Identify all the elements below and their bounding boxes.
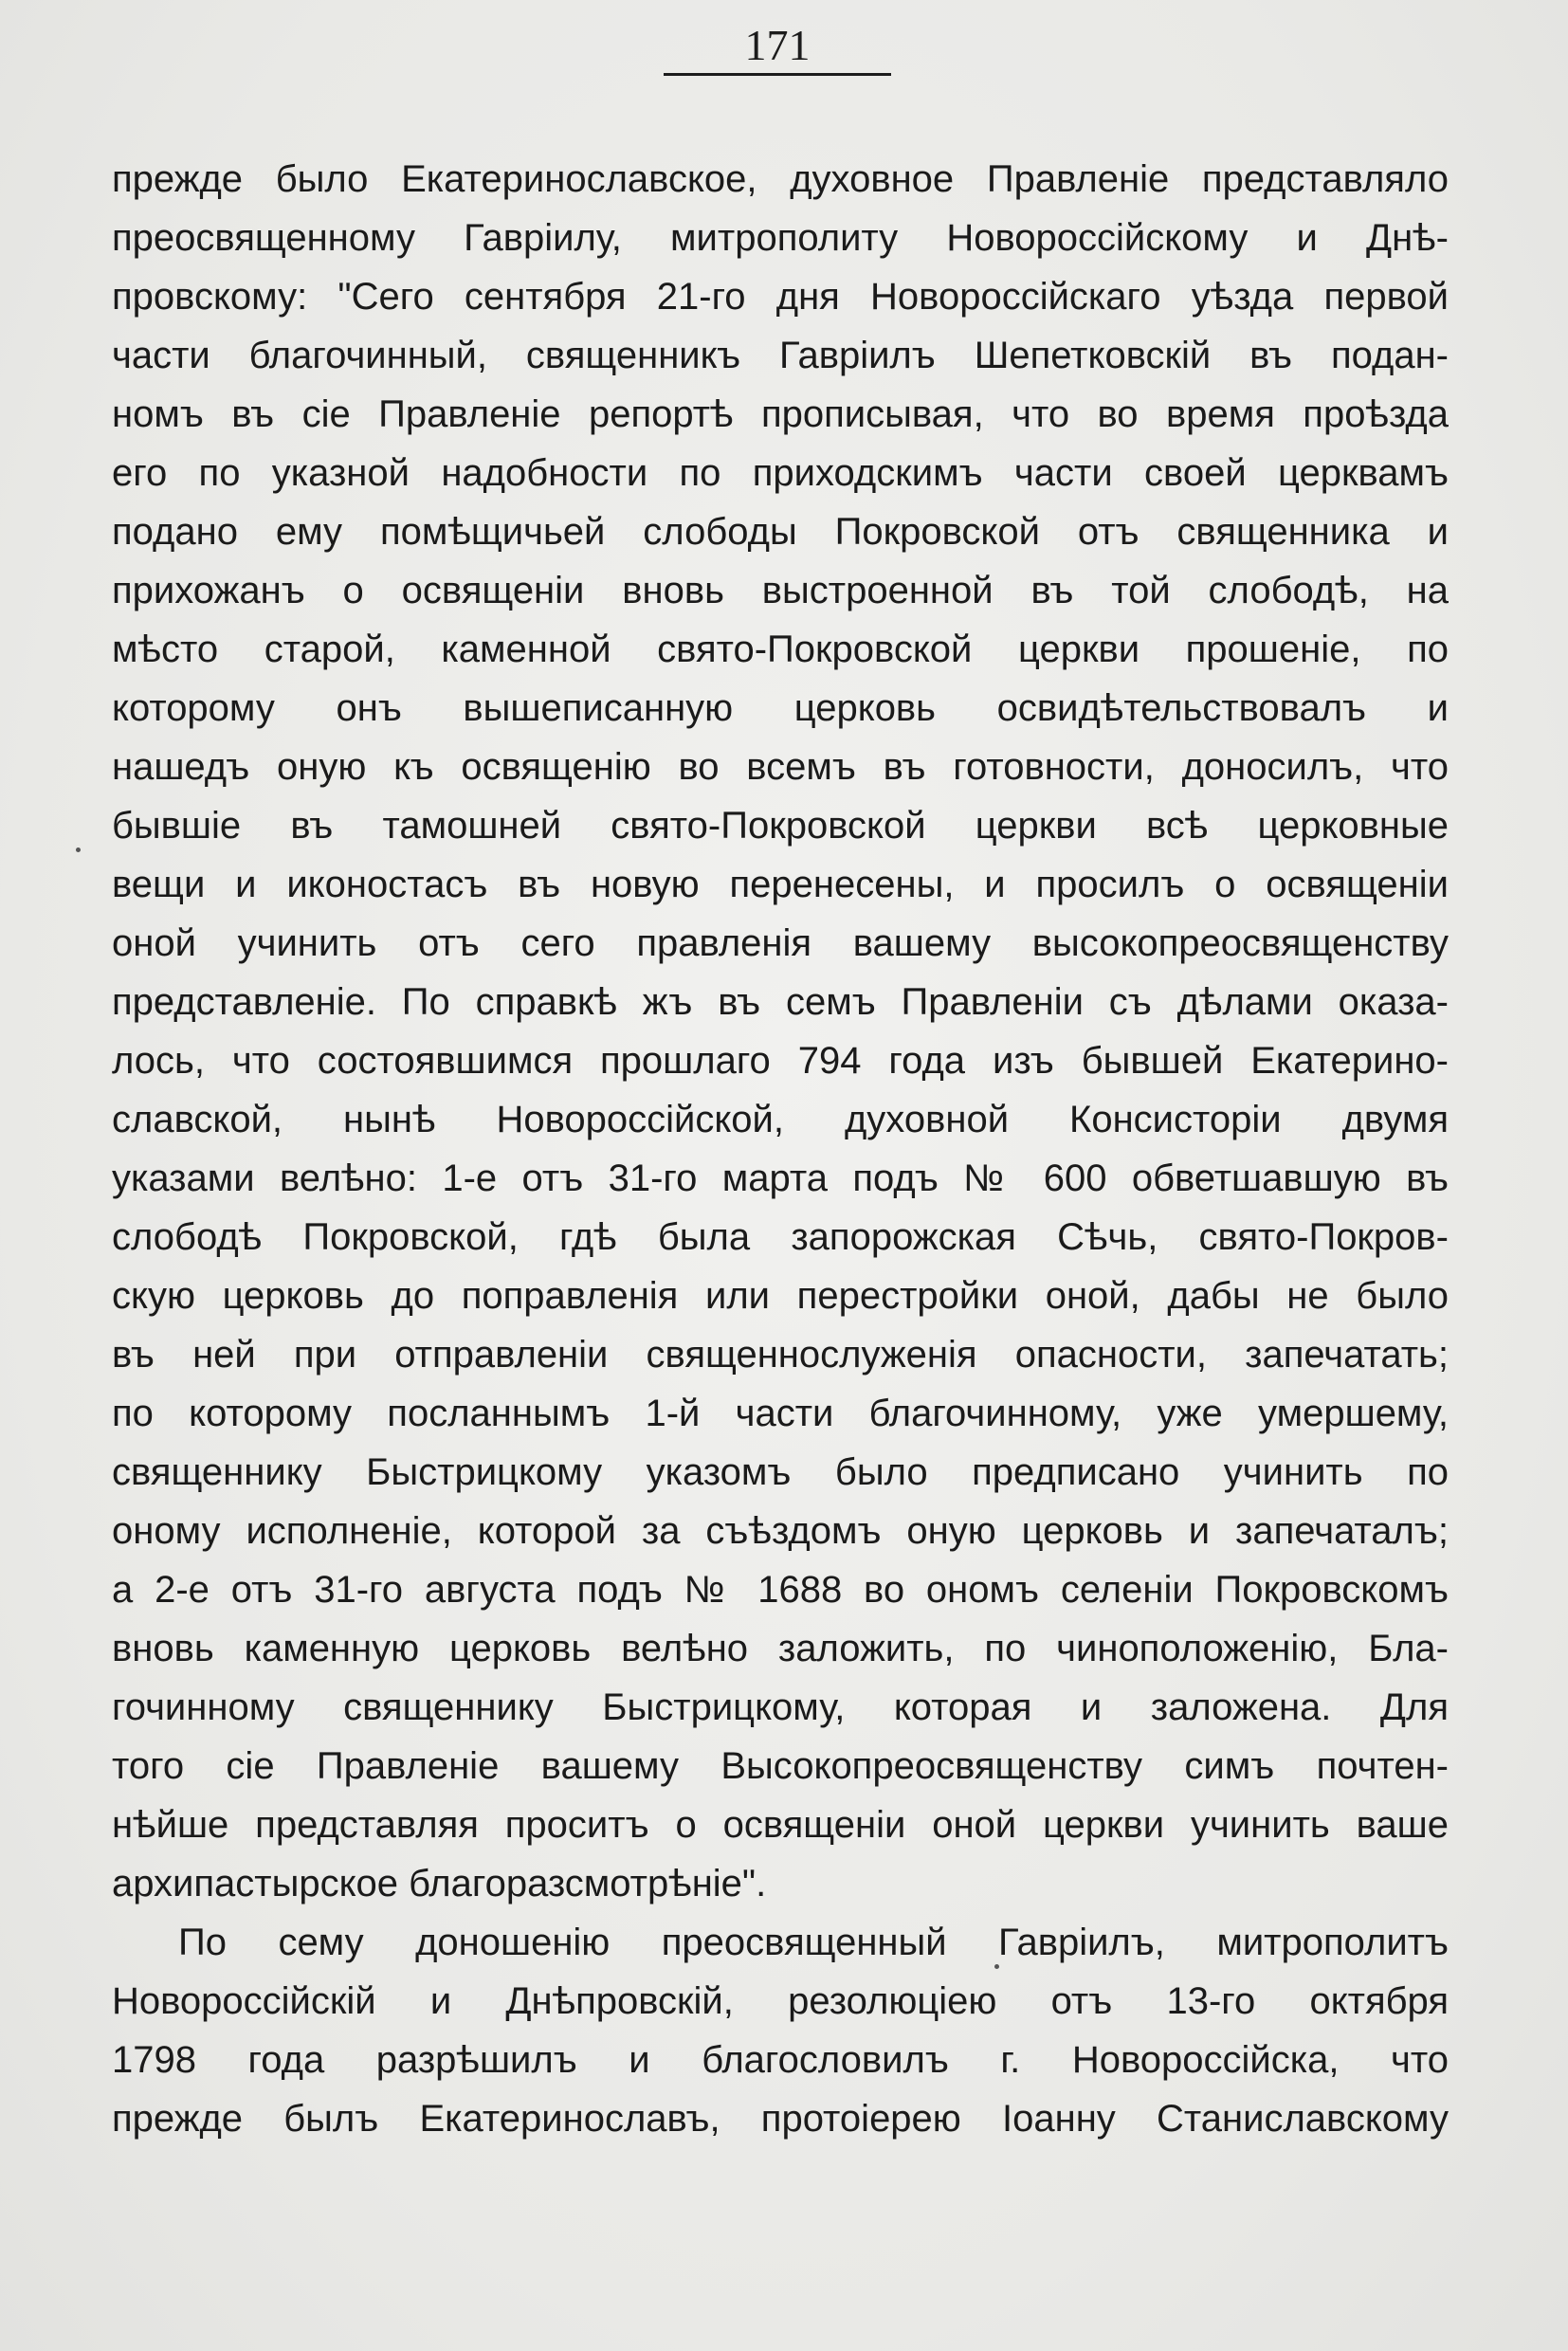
text-line: священнику Быстрицкому указомъ было предписано учинить по bbox=[112, 1451, 1449, 1493]
text-line: его по указной надобности по приходскимъ части своей церквамъ bbox=[112, 452, 1449, 494]
text-line: бывшіе въ тамошней свято-Покровской церкви всѣ церковные bbox=[112, 805, 1449, 847]
text-line: слободѣ Покровской, гдѣ была запорожская Сѣчь, свято-Покров- bbox=[112, 1216, 1449, 1258]
text-line: оной учинить отъ сего правленія вашему высокопреосвященству bbox=[112, 922, 1449, 964]
text-line: въ ней при отправленіи священнослуженія опасности, запечатать; bbox=[112, 1334, 1449, 1376]
page-number: 171 bbox=[744, 21, 811, 69]
text-line: 1798 года разрѣшилъ и благословилъ г. Новороссійска, что bbox=[112, 2039, 1449, 2081]
text-line: лось, что состоявшимся прошлаго 794 года изъ бывшей Екатерино- bbox=[112, 1040, 1449, 1082]
text-line: скую церковь до поправленія или перестройки оной, дабы не было bbox=[112, 1275, 1449, 1317]
paragraph-1 bbox=[112, 150, 1449, 1913]
text-line: вновь каменную церковь велѣно заложить, по чиноположенію, Бла- bbox=[112, 1628, 1449, 1669]
paragraph-2 bbox=[112, 1913, 1449, 2148]
text-line: архипастырское благоразсмотрѣніе". bbox=[112, 1863, 767, 1904]
text-line: представленіе. По справкѣ жъ въ семъ Правленіи съ дѣлами оказа- bbox=[112, 981, 1449, 1023]
text-line: провскому: "Сего сентября 21-го дня Новороссійскаго уѣзда первой bbox=[112, 276, 1449, 318]
text-line: номъ въ сіе Правленіе репортѣ прописывая, что во время проѣзда bbox=[112, 393, 1449, 435]
text-line: славской, нынѣ Новороссійской, духовной Консисторіи двумя bbox=[112, 1099, 1449, 1140]
text-line: преосвященному Гавріилу, митрополиту Новороссійскому и Днѣ- bbox=[112, 217, 1449, 259]
body-text bbox=[112, 150, 1449, 2148]
text-line: оному исполненіе, которой за съѣздомъ оную церковь и запечаталъ; bbox=[112, 1510, 1449, 1552]
text-line: по которому посланнымъ 1-й части благочинному, уже умершему, bbox=[112, 1393, 1449, 1434]
text-line: которому онъ вышеписанную церковь освидѣтельствовалъ и bbox=[112, 687, 1449, 729]
text-line: По сему доношенію преосвященный Гавріилъ, митрополитъ bbox=[178, 1922, 1449, 1963]
text-line: Новороссійскій и Днѣпровскій, резолюціею отъ 13-го октября bbox=[112, 1980, 1449, 2022]
text-line: прежде было Екатеринославское, духовное Правленіе представляло bbox=[112, 158, 1449, 200]
text-line: мѣсто старой, каменной свято-Покровской церкви прошеніе, по bbox=[112, 629, 1449, 670]
text-line: гочинному священнику Быстрицкому, которая и заложена. Для bbox=[112, 1686, 1449, 1728]
text-line: прежде былъ Екатеринославъ, протоіерею Іоанну Станиславскому bbox=[112, 2098, 1449, 2140]
text-line: а 2-е отъ 31-го августа подъ № 1688 во ономъ селеніи Покровскомъ bbox=[112, 1569, 1449, 1611]
text-line: вещи и иконостасъ въ новую перенесены, и просилъ о освященіи bbox=[112, 864, 1449, 905]
text-line: указами велѣно: 1-е отъ 31-го марта подъ № 600 обветшавшую въ bbox=[112, 1157, 1449, 1199]
paper-speck bbox=[76, 847, 81, 852]
text-line: того сіе Правленіе вашему Высокопреосвященству симъ почтен- bbox=[112, 1745, 1449, 1787]
text-line: нашедъ оную къ освященію во всемъ въ готовности, доносилъ, что bbox=[112, 746, 1449, 788]
page-number-underline bbox=[664, 73, 891, 76]
text-line: части благочинный, священникъ Гавріилъ Шепетковскій въ подан- bbox=[112, 335, 1449, 376]
text-line: нѣйше представляя проситъ о освященіи оной церкви учинить ваше bbox=[112, 1804, 1449, 1846]
paper-speck bbox=[994, 1964, 999, 1969]
text-line: прихожанъ о освященіи вновь выстроенной въ той слободѣ, на bbox=[112, 570, 1449, 611]
text-line: подано ему помѣщичьей слободы Покровской отъ священника и bbox=[112, 511, 1449, 553]
